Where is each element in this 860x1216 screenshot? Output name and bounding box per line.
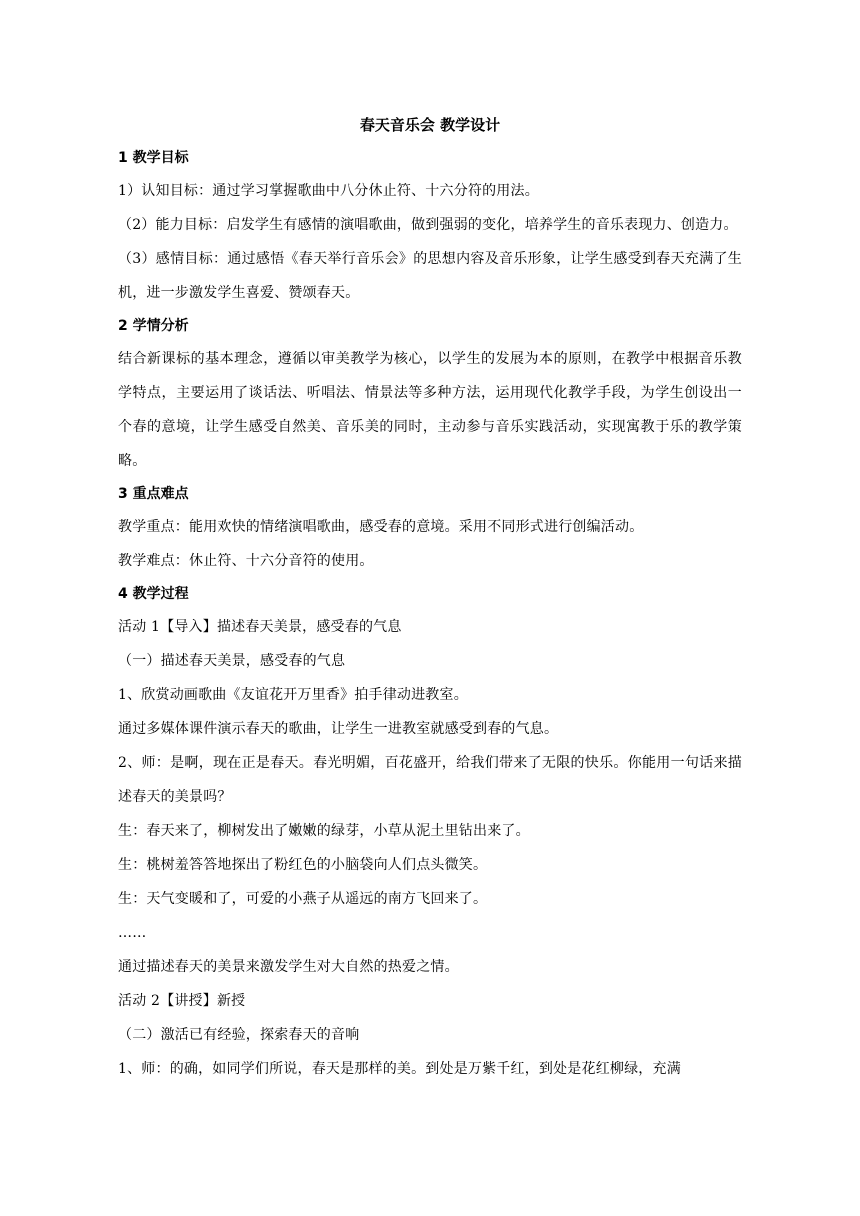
document-page xyxy=(118,108,742,1086)
step-1-note: 通过多媒体课件演示春天的歌曲，让学生一进教室就感受到春的气息。 xyxy=(118,721,559,737)
document-body xyxy=(118,142,742,1086)
ellipsis: …… xyxy=(118,925,147,941)
difficulty-text: 教学难点：休止符、十六分音符的使用。 xyxy=(118,553,374,569)
step-2-1-text: 1、师：的确，如同学们所说，春天是那样的美。到处是万紫千红，到处是花红柳绿，充满 xyxy=(118,1061,681,1077)
step-1-text: 1、欣赏动画歌曲《友谊花开万里香》拍手律动进教室。 xyxy=(118,687,468,703)
student-analysis-text: 结合新课标的基本理念，遵循以审美教学为核心，以学生的发展为本的原则，在教学中根据音乐教学特点，主要运用了谈话法、听唱法、情景法等多种方法，运用现代化教学手段，为学生创设出一个春的意境，让学生感受自然美、音乐美的同时，主动参与音乐实践活动，实现寓教于乐的教学策略。 xyxy=(118,351,742,469)
goal-emotion: （3）感情目标：通过感悟《春天举行音乐会》的思想内容及音乐形象，让学生感受到春天充满了生机，进一步激发学生喜爱、赞颂春天。 xyxy=(118,251,742,301)
heading-student-analysis: 2 学情分析 xyxy=(118,318,189,334)
goal-cognitive: 1）认知目标：通过学习掌握歌曲中八分休止符、十六分符的用法。 xyxy=(118,183,539,199)
key-point-text: 教学重点：能用欢快的情绪演唱歌曲，感受春的意境。采用不同形式进行创编活动。 xyxy=(118,519,644,535)
heading-key-points: 3 重点难点 xyxy=(118,486,189,502)
goal-ability: （2）能力目标：启发学生有感情的演唱歌曲，做到强弱的变化，培养学生的音乐表现力、创造力。 xyxy=(118,217,738,233)
section-1-summary: 通过描述春天的美景来激发学生对大自然的热爱之情。 xyxy=(118,959,459,975)
document-title: 春天音乐会 教学设计 xyxy=(359,116,501,134)
heading-teaching-process: 4 教学过程 xyxy=(118,586,189,602)
step-2-text: 2、师：是啊，现在正是春天。春光明媚，百花盛开，给我们带来了无限的快乐。你能用一句话来描述春天的美景吗？ xyxy=(118,755,742,805)
activity-2-title: 活动 2【讲授】新授 xyxy=(118,993,246,1009)
heading-teaching-goals: 1 教学目标 xyxy=(118,150,189,166)
activity-1-title: 活动 1【导入】描述春天美景，感受春的气息 xyxy=(118,619,402,635)
section-2-title: （二）激活已有经验，探索春天的音响 xyxy=(118,1027,360,1043)
student-answer-1: 生：春天来了，柳树发出了嫩嫩的绿芽，小草从泥土里钻出来了。 xyxy=(118,823,530,839)
student-answer-3: 生：天气变暖和了，可爱的小燕子从遥远的南方飞回来了。 xyxy=(118,891,488,907)
student-answer-2: 生：桃树羞答答地探出了粉红色的小脑袋向人们点头微笑。 xyxy=(118,857,488,873)
section-1-title: （一）描述春天美景，感受春的气息 xyxy=(118,653,346,669)
